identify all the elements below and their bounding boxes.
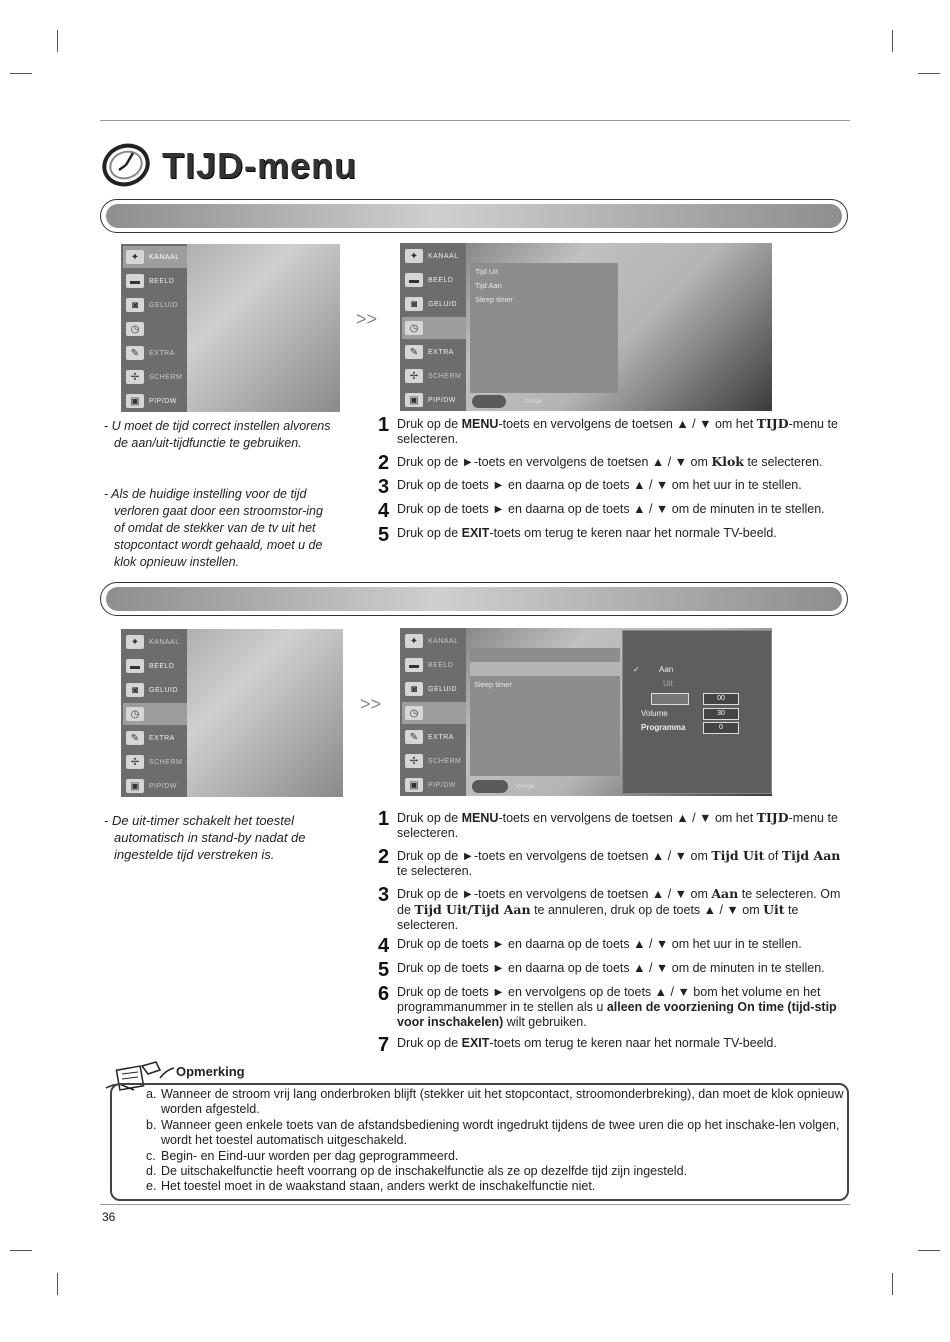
antenna-icon: ✦ [405,634,423,648]
clock-icon: ◷ [405,706,423,720]
check-icon: ✓ [633,665,640,674]
tv-menu-screen [121,244,340,412]
menu-item: ▣ PIP/DW [123,775,187,797]
nav-button [472,780,508,793]
submenu-item: Tijd Uit [475,267,499,276]
nav-label: Vorige [524,398,543,405]
speaker-icon: ◙ [126,298,144,312]
menu-item: ▬ BEELD [402,269,466,291]
picture-icon: ▬ [405,658,423,672]
tv-menu-screen [400,628,772,796]
menu-item: ◙ GELUID [123,294,187,316]
volume-value: 30 [703,708,739,720]
arrow-right-icon: >> [356,309,378,329]
top-rule [100,120,850,121]
submenu-item: Sleep timer [474,680,512,689]
settings-popup [622,630,772,794]
menu-item: ▬ BEELD [402,654,466,676]
submenu-item: Tijd Aan [475,281,502,290]
section-bar [100,582,848,616]
clock-icon: ◷ [126,322,144,336]
picture-icon: ▬ [126,659,144,673]
pip-icon: ▣ [126,779,144,793]
menu-item: ✦ KANAAL [402,245,466,267]
pip-icon: ▣ [405,778,423,792]
menu-item: ✎ EXTRA [402,726,466,748]
pip-icon: ▣ [405,393,423,407]
clock-icon: ◷ [405,321,423,335]
time-field [651,693,689,705]
menu-item: ✢ SCHERM [402,750,466,772]
step: 4 Druk op de toets ► en daarna op de toets ▲ / ▼ om de minuten in te stellen. [378,500,825,522]
crop-mark [918,73,940,74]
remark-item: a. Wanneer de stroom vrij lang onderbroken blijft (stekker uit het stopcontact, stroomonderbreking), dan moet de klok opnieuw worden afgesteld. [146,1087,844,1116]
section-bar [100,199,848,233]
menu-column [121,244,187,412]
crop-mark [892,30,893,52]
tv-menu-screen [121,629,343,797]
arrow-right-icon: >> [360,694,382,714]
remark-item: d. De uitschakelfunctie heeft voorrang op de inschakelfunctie als ze op dezelfde tijd zijn ingesteld. [146,1164,688,1178]
fan-icon: ✢ [405,754,423,768]
program-value: 0 [703,722,739,734]
menu-column [400,243,466,411]
antenna-icon: ✦ [126,250,144,264]
bottom-rule [100,1204,850,1205]
step: 7 Druk op de EXIT-toets om terug te keren naar het normale TV-beeld. [378,1034,777,1056]
menu-item [123,703,187,725]
menu-item: ◙ GELUID [402,678,466,700]
menu-item: ✢ SCHERM [123,751,187,773]
step: 5 Druk op de EXIT-toets om terug te keren naar het normale TV-beeld. [378,524,777,546]
remark-title: Opmerking [176,1064,245,1079]
option-off: Uit [663,679,673,688]
wrench-icon: ✎ [126,346,144,360]
menu-item: ✦ KANAAL [402,630,466,652]
note-text: - De uit-timer schakelt het toestel automatisch in stand-by nadat de ingestelde tijd verstreken is. [104,813,306,862]
step: 3 Druk op de ►-toets en vervolgens de toetsen ▲ / ▼ om Aan te selecteren. Om de Tijd Uit/Tijd Aan te annuleren, druk op de toets ▲ / ▼ om Uit te selecteren. [378,884,841,932]
menu-item: ▣ PIP/DW [123,390,187,412]
volume-label: Volume [641,709,668,718]
speaker-icon: ◙ [405,682,423,696]
remark-item: c. Begin- en Eind-uur worden per dag geprogrammeerd. [146,1149,459,1163]
menu-item: ✦ KANAAL [123,631,187,653]
wrench-icon: ✎ [405,345,423,359]
submenu-item: Sleep timer [475,295,513,304]
step: 1 Druk op de MENU-toets en vervolgens de toetsen ▲ / ▼ om het TIJD-menu te selecteren. [378,808,838,840]
crop-mark [57,30,58,52]
crop-mark [57,1273,58,1295]
step: 3 Druk op de toets ► en daarna op de toets ▲ / ▼ om het uur in te stellen. [378,476,802,498]
step: 4 Druk op de toets ► en daarna op de toets ▲ / ▼ om het uur in te stellen. [378,935,802,957]
page-number: 36 [102,1210,116,1224]
wrench-icon: ✎ [405,730,423,744]
crop-mark [892,1273,893,1295]
clock-icon: ◷ [126,707,144,721]
picture-icon: ▬ [405,273,423,287]
menu-item: ✦ KANAAL [123,246,187,268]
menu-item [402,702,466,724]
menu-item [123,318,187,340]
antenna-icon: ✦ [405,249,423,263]
menu-item [402,317,466,339]
antenna-icon: ✦ [126,635,144,649]
picture-icon: ▬ [126,274,144,288]
step: 1 Druk op de MENU-toets en vervolgens de toetsen ▲ / ▼ om het TIJD-menu te selecteren. [378,414,838,446]
menu-item: ◙ GELUID [402,293,466,315]
menu-item: ✎ EXTRA [123,727,187,749]
crop-mark [918,1250,940,1251]
crop-mark [10,1250,32,1251]
menu-item: ◙ GELUID [123,679,187,701]
option-on: Aan [659,665,674,674]
clock-icon [100,140,152,190]
nav-label: Vorige [516,783,535,790]
page-title: TIJD-menu [162,145,358,186]
menu-item: ▣ PIP/DW [402,774,466,796]
menu-item: ▣ PIP/DW [402,389,466,411]
step: 2 Druk op de ►-toets en vervolgens de toetsen ▲ / ▼ om Klok te selecteren. [378,452,823,474]
remark-item: b. Wanneer geen enkele toets van de afstandsbediening wordt ingedrukt tijdens de twee uren die op het inschake-len volgen, wordt het toestel automatisch uitgeschakeld. [146,1118,840,1147]
remark-item: e. Het toestel moet in de waakstand staan, anders werkt de inschakelfunctie niet. [146,1179,596,1193]
fan-icon: ✢ [405,369,423,383]
note-text: - Als de huidige instelling voor de tijd verloren gaat door een stroomstor-ing of omdat de stekker van de tv uit het stopcontact wordt gehaald, moet u de klok opnieuw instellen. [104,487,323,569]
program-label: Programma [641,723,686,732]
fan-icon: ✢ [126,370,144,384]
speaker-icon: ◙ [405,297,423,311]
menu-column [400,628,466,796]
menu-item: ✎ EXTRA [402,341,466,363]
crop-mark [10,73,32,74]
speaker-icon: ◙ [126,683,144,697]
menu-item: ✢ SCHERM [402,365,466,387]
selected-row [470,662,620,676]
tv-menu-screen [400,243,772,411]
menu-item: ▬ BEELD [123,270,187,292]
step: 2 Druk op de ►-toets en vervolgens de toetsen ▲ / ▼ om Tijd Uit of Tijd Aan te selecteren. [378,846,841,878]
step: 5 Druk op de toets ► en daarna op de toets ▲ / ▼ om de minuten in te stellen. [378,959,825,981]
menu-column [121,629,187,797]
time-value: 00 [703,693,739,705]
menu-item: ✢ SCHERM [123,366,187,388]
nav-button [472,395,506,408]
step: 6 Druk op de toets ► en vervolgens op de toets ▲ / ▼ bom het volume en het programmanummer in te stellen als u alleen de voorziening On time (tijd-stip voor inschakelen) wilt gebruiken. [378,983,837,1029]
menu-item: ▬ BEELD [123,655,187,677]
menu-item: ✎ EXTRA [123,342,187,364]
wrench-icon: ✎ [126,731,144,745]
note-text: - U moet de tijd correct instellen alvorens de aan/uit-tijdfunctie te gebruiken. [104,419,331,450]
fan-icon: ✢ [126,755,144,769]
pip-icon: ▣ [126,394,144,408]
